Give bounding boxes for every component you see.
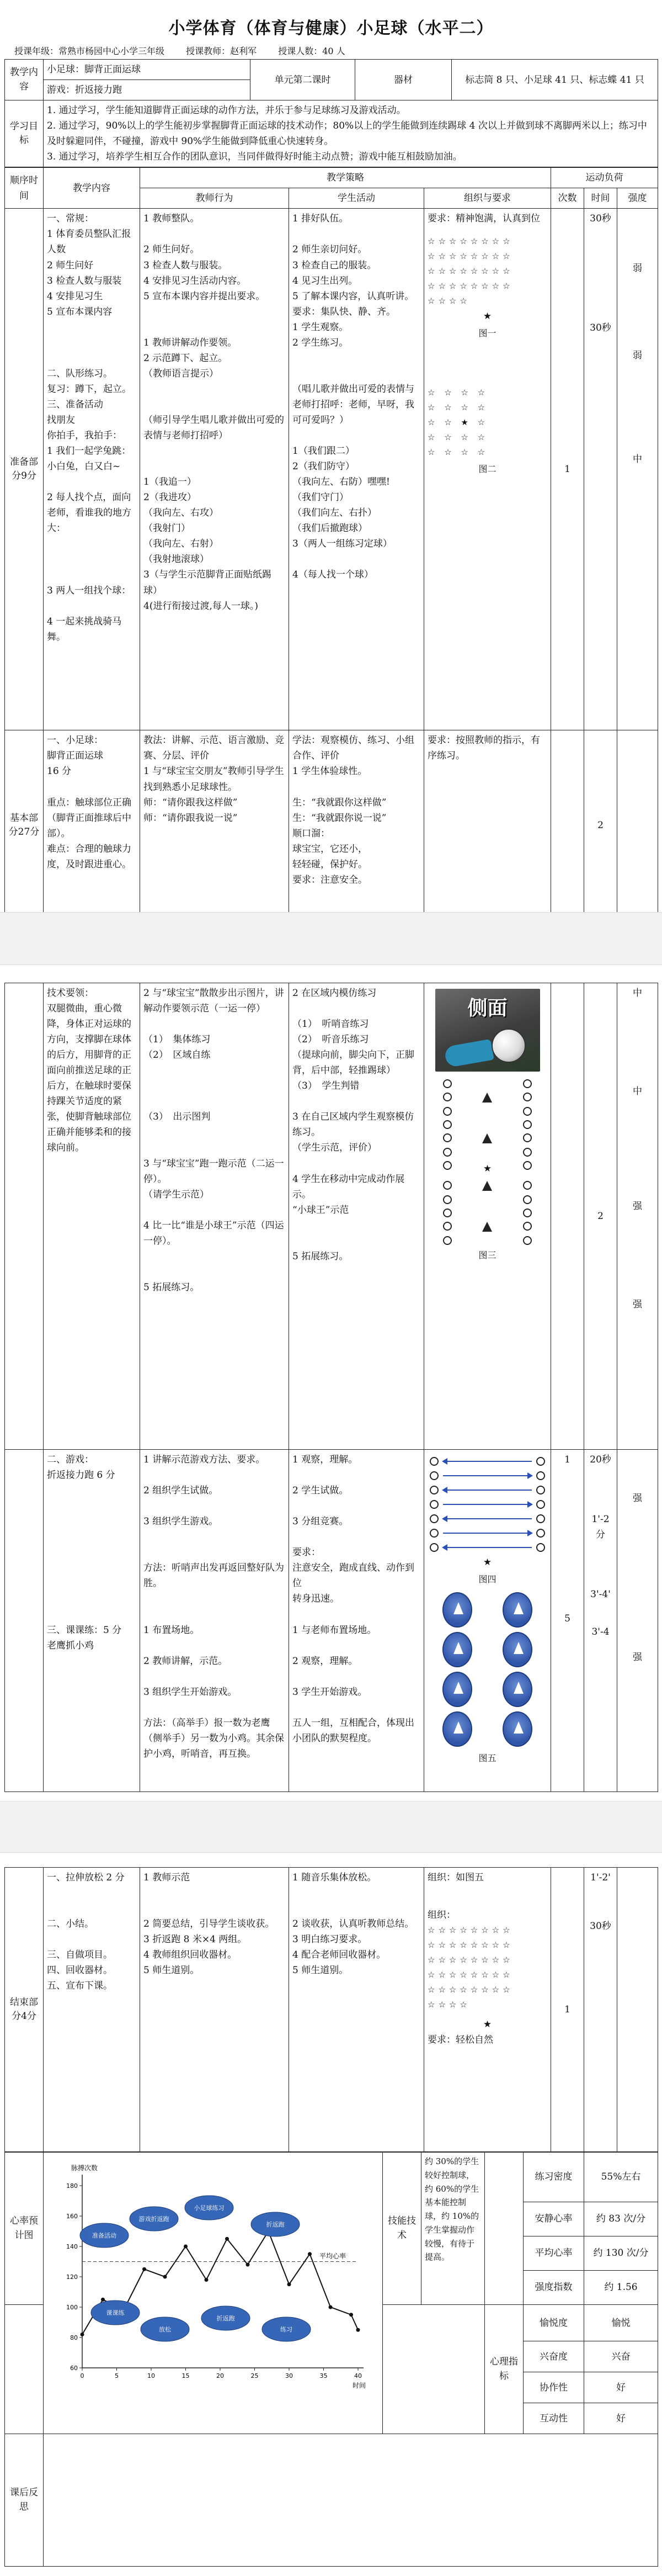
goals-cell: [44, 100, 658, 167]
technique-count: 2: [584, 983, 617, 1450]
end-formation-stars: ☆☆☆☆☆☆☆☆ ☆☆☆☆☆☆☆☆ ☆☆☆☆☆☆☆☆ ☆☆☆☆☆☆☆☆ ☆☆☆☆☆☆☆☆ ☆☆☆☆: [428, 1925, 514, 2010]
average-label: 平均心率: [319, 2252, 346, 2260]
end-time-1: 1'-2': [590, 1872, 611, 1883]
activity-bubble-label: 放松: [159, 2326, 171, 2333]
prep-table: [4, 167, 658, 921]
heart-rate-point: [142, 2267, 146, 2271]
activity-bubble-label: 练习: [280, 2326, 292, 2333]
mind-value-2: 好: [584, 2372, 658, 2403]
game-count-1: 1: [564, 1454, 570, 1465]
x-tick-label: 10: [147, 2372, 155, 2379]
y-tick-label: 180: [66, 2182, 78, 2190]
skill-label: 技能技术: [383, 2153, 421, 2305]
basic-section-label: 基本部分27分: [5, 730, 44, 921]
game-student: 1 观察，理解。 2 学生试做。 3 分组竞赛。 要求： 注意安全，跑成直线、动作到位 转身迅速。 1 与老师布置场地。 2 观察，理解。 3 学生开始游戏。 五人一组，互相配合，体现出小团队的默契程度。: [289, 1450, 424, 1792]
heart-rate-point: [287, 2282, 291, 2286]
y-tick-label: 100: [66, 2304, 78, 2311]
end-org-mid: 组织：: [428, 1910, 456, 1921]
page-title: 小学体育（体育与健康）小足球（水平二）: [168, 19, 494, 38]
game-time-2: 1'-2分: [591, 1514, 610, 1541]
load-col-header: 运动负荷: [551, 168, 658, 188]
metric-label-2: 平均心率: [524, 2236, 584, 2271]
page-gap-1: [0, 912, 662, 965]
end-content: 一、拉伸放松 2 分 二、小结。 三、自做项目。 四、回收器材。 五、宣布下课。: [44, 1868, 140, 2152]
game-count-2: 5: [564, 1613, 570, 1625]
game-time-3: 3'-4': [590, 1589, 611, 1600]
heart-rate-label: 心率预计图: [5, 2153, 44, 2305]
goal-3: 3. 通过学习，培养学生相互合作的团队意识，当同伴做得好时能主动点赞；游戏中能互相鼓励加油。: [47, 151, 462, 163]
shoe-icon: [444, 1039, 494, 1068]
end-table: [4, 1867, 658, 2152]
metric-value-1: 约 83 次/分: [584, 2202, 658, 2236]
football-icon: [492, 1029, 526, 1063]
end-section-label: 结束部分4分: [5, 1868, 44, 2152]
content-line-1: 小足球：脚背正面运球: [44, 60, 250, 80]
lesson-info: [4, 43, 658, 59]
game-time: [584, 1450, 617, 1792]
count-col-header: 次数: [551, 188, 584, 209]
teacher-col-header: 教师行为: [140, 188, 289, 209]
formation-stars-2: ☆ ☆ ☆ ☆ ☆ ☆ ☆ ☆ ☆ ☆ ★ ☆ ☆ ☆ ☆ ☆ ☆ ☆ ☆ ☆: [428, 387, 489, 457]
game-intensity: [617, 1450, 658, 1792]
student-count-info: 授课人数：40 人: [278, 46, 345, 56]
x-tick-label: 40: [354, 2372, 362, 2379]
prep-count: 1: [551, 209, 584, 730]
heart-rate-point: [349, 2313, 353, 2317]
x-tick-label: 30: [285, 2372, 293, 2379]
prep-teacher: 1 教师整队。 2 师生问好。 3 检查人数与服装。 4 安排见习生活动内容。 5 宣布本课内容并提出要求。 1 教师讲解动作要领。 2 示范蹲下、起立。 （教师语言提示） （师引导学生唱儿歌并做出可爱的表情与老师打招呼） 1（我追一） 2（我进攻） （我向左、右攻） （我射门） （我向左、右射） （我射地滚球） 3（与学生示范脚背正面贴纸踢球） 4(进行衔接过渡,每人一球。): [140, 209, 289, 730]
metric-value-2: 约 130 次/分: [584, 2236, 658, 2271]
end-teacher-icon: ★: [483, 2019, 492, 2031]
mind-label-1: 兴奋度: [524, 2341, 584, 2372]
end-time-2: 30秒: [590, 1921, 611, 1932]
mind-label-2: 协作性: [524, 2372, 584, 2403]
metric-spacer: [485, 2153, 524, 2305]
mind-label-3: 互动性: [524, 2403, 584, 2434]
heart-rate-point: [329, 2305, 333, 2309]
mind-value-3: 好: [584, 2403, 658, 2434]
y-tick-label: 160: [66, 2213, 78, 2220]
teacher-star-icon: ★: [483, 311, 492, 322]
metric-label-0: 练习密度: [524, 2153, 584, 2202]
relay-diagram: [428, 1452, 547, 1570]
technique-intensity-4: 强: [633, 1299, 642, 1311]
activity-bubble-label: 课课练: [106, 2309, 125, 2317]
basic-continued-table: [4, 983, 658, 1792]
strategy-col-header: 教学策略: [140, 168, 551, 188]
reflection-label: 课后反思: [5, 2434, 44, 2567]
formation-stars-1: ☆☆☆☆☆☆☆☆ ☆☆☆☆☆☆☆☆ ☆☆☆☆☆☆☆☆ ☆☆☆☆☆☆☆☆ ☆☆☆☆: [428, 236, 514, 306]
prep-intensity: [617, 209, 658, 730]
content-label: 教学内容: [5, 60, 44, 100]
end-org-top: 组织：如图五: [428, 1872, 484, 1883]
figure-5-caption: 图五: [478, 1753, 496, 1764]
org-col-header: 组织与要求: [424, 188, 551, 209]
reflection-content: [44, 2434, 658, 2567]
prep-intensity-2: 弱: [633, 350, 642, 362]
y-tick-label: 80: [70, 2334, 78, 2341]
technique-student: 2 在区域内模仿练习 （1） 听哨音练习 （2） 听音乐练习 （提球向前，脚尖向下，正脚背，后中部，轻推踢球） （3） 学生判错 3 在自己区域内学生观察模仿练习。 （学生示范，评价） 4 学生在移动中完成动作展示。 “小球王”示范 5 拓展练习。: [289, 983, 424, 1450]
activity-bubble-label: 折返跑: [266, 2221, 285, 2228]
grade-info: 授课年级：常熟市杨园中心小学三年级: [14, 46, 165, 56]
basic-count-empty: [551, 730, 584, 921]
technique-teacher: 2 与“球宝宝”散散步出示图片，讲解动作要领示范（一运一停） （1） 集体练习 （2） 区域自练 （3） 出示图判 3 与“球宝宝”跑一跑示范（二运一停）。 （请学生示范） 4 比一比“谁是小球王”示范（四运一停）。 5 拓展练习。: [140, 983, 289, 1450]
x-axis-label: 时间: [353, 2382, 366, 2389]
page-3: [4, 1855, 658, 2573]
goal-2: 2. 通过学习，90%以上的学生能初步掌握脚背正面运球的技术动作；80%以上的学生能做到连续踢球 4 次以上并做到球不离脚两米以上；练习中及时躲避同伴，不碰撞，游戏中 90%学生能做到降低重心快速转身。: [47, 120, 647, 147]
x-tick-label: 15: [181, 2372, 190, 2379]
basic-intensity-empty: [617, 730, 658, 921]
heart-rate-point: [101, 2298, 105, 2302]
game-intensity-2: 强: [633, 1652, 642, 1663]
activity-bubble-label: 折返跑: [216, 2315, 235, 2322]
eagle-diagram: [428, 1590, 547, 1749]
prep-section-label: 准备部分9分: [5, 209, 44, 730]
lesson-plan-table: [4, 59, 658, 167]
mind-label-0: 愉悦度: [524, 2305, 584, 2341]
end-org: [424, 1868, 551, 2152]
game-count: [551, 1450, 584, 1792]
end-requirement: 要求：轻松自然: [428, 2034, 493, 2046]
p2-count-empty: [551, 983, 584, 1450]
prep-time-2: 30秒: [590, 322, 611, 334]
mind-label: 心理指标: [485, 2305, 524, 2434]
heart-rate-point: [184, 2245, 188, 2249]
figure-3-caption: 图三: [478, 1250, 496, 1261]
heart-rate-chart-cell: [44, 2153, 383, 2434]
heart-rate-chart: [44, 2153, 382, 2429]
technique-content: 技术要领： 双腿微曲，重心微降，身体正对运球的方向，支撑脚在球体的后方，用脚背的正面向前推送足球的正后方，在触球时要保持踝关节适度的紧张，使脚背触球部位正确并能够柔和的接球向前。: [44, 983, 140, 1450]
relay-teacher-icon: ★: [483, 1557, 492, 1568]
content-col-header: 教学内容: [44, 168, 140, 209]
basic-teacher: 教法：讲解、示范、语言激励、竞赛、分层、评价 1 与“球宝宝交朋友”教师引导学生找到熟悉小足球球性。 师：“请你跟我这样做” 师：“请你跟我说一说”: [140, 730, 289, 921]
end-teacher: 1 教师示范 2 简要总结，引导学生谈收获。 3 折返跑 8 米×4 两组。 4 教师组织回收器材。 5 师生道别。: [140, 1868, 289, 2152]
metric-label-1: 安静心率: [524, 2202, 584, 2236]
technique-org: [424, 983, 551, 1450]
heart-rate-point: [163, 2275, 167, 2279]
game-order-empty: [5, 1450, 44, 1792]
y-tick-label: 140: [66, 2243, 78, 2250]
game-reps: 3'-4: [591, 1626, 610, 1638]
prep-intensity-3: 中: [633, 454, 642, 465]
figure-2-caption: 图二: [478, 463, 496, 474]
technique-intensity-3: 强: [633, 1201, 642, 1212]
skill-text: 约 30%的学生较好控制球，约 60%的学生基本能控制球，约 10%的学生掌握动作较慢，有待于提高。: [421, 2153, 485, 2305]
x-tick-label: 20: [216, 2372, 224, 2379]
time-col-header: 时间: [584, 188, 617, 209]
basic-student: 学法：观察模仿、练习、小组合作、评价 1 学生体验球性。 生：“我就跟你这样做” 生：“我就跟你说一说” 顺口溜： 球宝宝，它还小， 轻轻碰，保护好。 要求：注意安全。: [289, 730, 424, 921]
side-view-photo: [435, 989, 540, 1072]
x-tick-label: 35: [319, 2372, 328, 2379]
page-1: [4, 3, 658, 909]
unit-cell: 单元第二课时: [250, 60, 355, 100]
content-line-2: 游戏：折返接力跑: [44, 80, 250, 100]
teacher-info: 授课教师：赵利军: [186, 46, 257, 56]
end-time: [584, 1868, 617, 2152]
metric-value-3: 约 1.56: [584, 2271, 658, 2305]
equipment-cell: 标志筒 8 只、小足球 41 只、标志蝶 41 只: [452, 60, 658, 100]
y-axis-label: 脉搏次数: [71, 2164, 98, 2172]
basic-count: 2: [584, 730, 617, 921]
end-count: 1: [551, 1868, 584, 2152]
p2-order-empty: [5, 983, 44, 1450]
activity-bubble-label: 小足球练习: [194, 2204, 225, 2212]
technique-intensity-1: 中: [633, 988, 642, 999]
game-intensity-1: 强: [633, 1493, 642, 1504]
x-tick-label: 5: [115, 2372, 119, 2379]
game-teacher: 1 讲解示范游戏方法、要求。 2 组织学生试做。 3 组织学生游戏。 方法：听哨声出发再返回整好队为胜。 1 布置场地。 2 教师讲解，示范。 3 组织学生开始游戏。 方法：（高举手）报一数为老鹰（侧举手）另一数为小鸡。其余保护小鸡，听哨音，再互换。: [140, 1450, 289, 1792]
end-intensity-empty: [617, 1868, 658, 2152]
prep-content: 一、常规： 1 体育委员整队汇报人数 2 师生问好 3 检查人数与服装 4 安排见习生 5 宣布本课内容 二、队形练习。 复习：蹲下，起立。 三、准备活动 找朋友 你拍手，我拍手： 1 我们一起学兔跳：小白兔，白又白~ 2 每人找个点，面向老师，看谁我的地方大： 3 两人一组找个球： 4 一起来挑战骑马舞。: [44, 209, 140, 730]
teacher-marker-icon: ★: [483, 1163, 492, 1174]
technique-intensity: [617, 983, 658, 1450]
page-gap-2: [0, 1801, 662, 1853]
mind-value-1: 兴奋: [584, 2341, 658, 2372]
page-2: [4, 967, 658, 1798]
figure-4-caption: 图四: [478, 1574, 496, 1585]
activity-bubble-label: 准备活动: [92, 2232, 116, 2239]
intensity-col-header: 强度: [617, 188, 658, 209]
student-col-header: 学生活动: [289, 188, 424, 209]
heart-rate-point: [308, 2252, 312, 2256]
game-content: 二、游戏： 折返接力跑 6 分 三、课课练：5 分 老鹰抓小鸡: [44, 1450, 140, 1792]
heart-rate-point: [246, 2263, 250, 2267]
order-col-header: 顺序时间: [5, 168, 44, 209]
goals-label: 学习目标: [5, 100, 44, 167]
prep-time: [584, 209, 617, 730]
heart-rate-point: [356, 2328, 360, 2332]
prep-intensity-1: 弱: [633, 263, 642, 274]
metric-value-0: 55%左右: [584, 2153, 658, 2202]
x-tick-label: 0: [80, 2372, 84, 2379]
heart-rate-point: [205, 2278, 209, 2282]
side-view-label: 侧面: [467, 997, 508, 1020]
prep-time-1: 30秒: [590, 213, 611, 225]
heart-empty-mid: [383, 2305, 485, 2434]
prep-org: [424, 209, 551, 730]
activity-bubble-label: 游戏折返跑: [138, 2215, 169, 2223]
heart-rate-table: [4, 2152, 658, 2567]
y-tick-label: 120: [66, 2273, 78, 2281]
basic-org: 要求：按照教师的指示，有序练习。: [424, 730, 551, 921]
basic-content: 一、小足球： 脚背正面运球 16 分 重点：触球部位正确（脚背正面推球后中部）。 难点：合理的触球力度，及时跟进重心。: [44, 730, 140, 921]
end-student: 1 随音乐集体放松。 2 谈收获，认真听教师总结。 3 明白练习要求。 4 配合老师回收器材。 5 师生道别。: [289, 1868, 424, 2152]
mind-value-0: 愉悦: [584, 2305, 658, 2341]
equipment-label: 器材: [355, 60, 452, 100]
heart-rate-point: [225, 2237, 229, 2241]
prep-student: 1 排好队伍。 2 师生亲切问好。 3 检查自己的服装。 4 见习生出列。 5 了解本课内容，认真听讲。 要求：集队快、静、齐。 1 学生观察。 2 学生练习。 （唱儿歌并做出可爱的表情与老师打招呼：老师，早呀，我可可爱吗？） 1（我们跟二） 2（我们防守） （我向左、右防）嘿嘿! （我们守门） （我们向左、右扑） （我们后撤跑球） 3（两人一组练习定球） 4（每人找一个球）: [289, 209, 424, 730]
heart-empty-left: [5, 2305, 44, 2434]
cone-formation: [428, 1079, 547, 1245]
game-org: [424, 1450, 551, 1792]
prep-requirement: 要求：精神饱满，认真到位: [428, 213, 540, 225]
goal-1: 1. 通过学习，学生能知道脚背正面运球的动作方法，并乐于参与足球练习及游戏活动。: [47, 105, 406, 116]
technique-intensity-2: 中: [633, 1086, 642, 1098]
metric-label-3: 强度指数: [524, 2271, 584, 2305]
x-tick-label: 25: [250, 2372, 259, 2379]
heart-rate-point: [81, 2333, 84, 2336]
y-tick-label: 60: [70, 2365, 78, 2372]
figure-1-caption: 图一: [478, 328, 496, 339]
game-time-1: 20秒: [590, 1454, 611, 1465]
